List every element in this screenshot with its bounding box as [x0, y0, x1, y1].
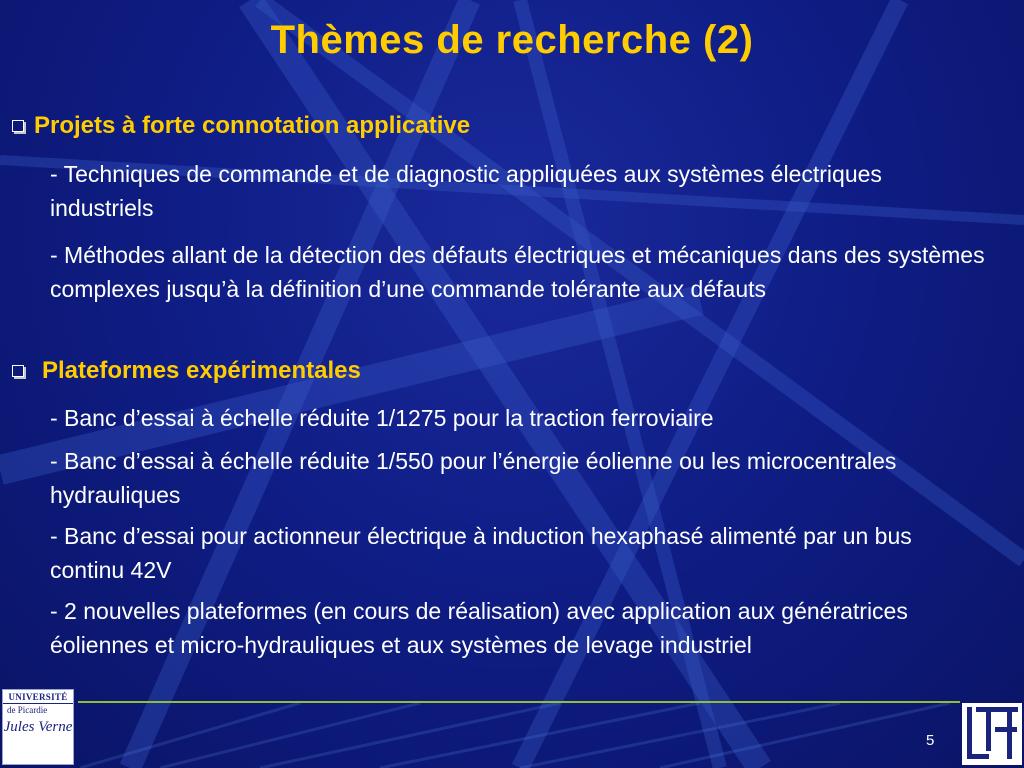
section-plateformes-heading [12, 357, 361, 385]
list-item: - Techniques de commande et de diagnostic appliquées aux systèmes électriques industriels [50, 161, 882, 221]
logo-signature: Jules Verne [3, 719, 73, 735]
university-logo [2, 689, 74, 765]
section-heading: Projets à forte connotation applicative [34, 112, 471, 139]
list-item: - Banc d’essai à échelle réduite 1/1275 pour la traction ferroviaire [50, 405, 714, 431]
list-item: - 2 nouvelles plateformes (en cours de réalisation) avec application aux génératrices éoliennes et micro-hydrauliques et aux systèmes de levage industriel [50, 598, 908, 658]
section-heading: Plateformes expérimentales [42, 357, 361, 384]
logo-line: UNIVERSITÉ [3, 692, 73, 704]
lti-lab-logo-icon [962, 703, 1022, 765]
page-number: 5 [926, 732, 935, 749]
checkbox-bullet-icon [12, 120, 24, 132]
logo-line: de Picardie [7, 705, 48, 715]
list-item: - Banc d’essai pour actionneur électrique à induction hexaphasé alimenté par un bus continu 42V [50, 523, 912, 583]
list-item: - Méthodes allant de la détection des défauts électriques et mécaniques dans des systèmes complexes jusqu’à la définition d’une commande tolérante aux défauts [50, 242, 985, 302]
footer-divider [78, 701, 960, 703]
list-item: - Banc d’essai à échelle réduite 1/550 pour l’énergie éolienne ou les microcentrales hydrauliques [50, 448, 897, 508]
checkbox-bullet-icon [12, 365, 24, 377]
section-projets-heading [12, 112, 470, 140]
slide-title: Thèmes de recherche (2) [270, 18, 754, 62]
